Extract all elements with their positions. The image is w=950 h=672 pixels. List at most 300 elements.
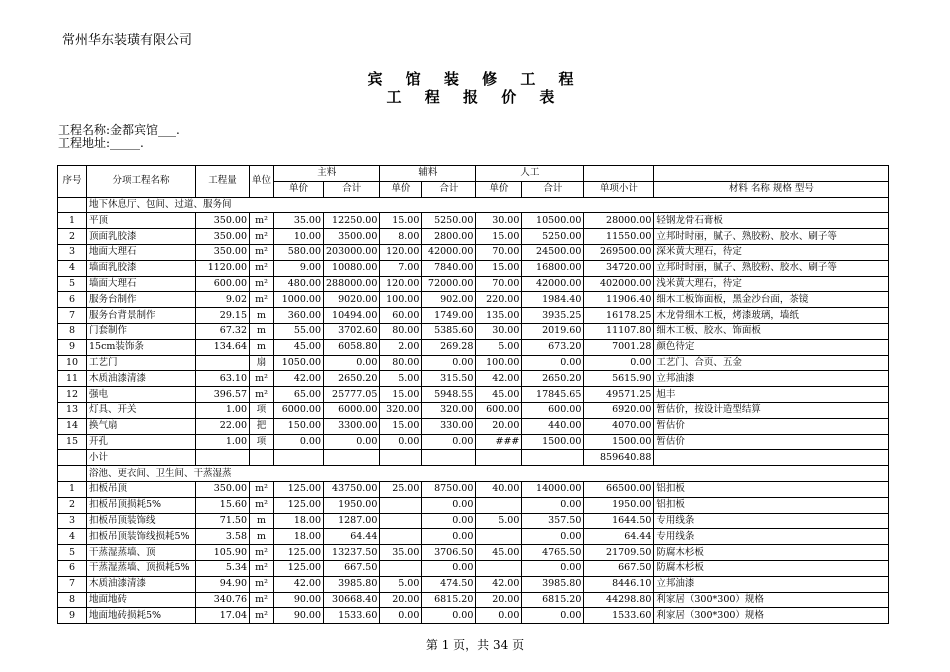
cell-item-name: 干蒸湿蒸墙、顶 <box>87 545 196 561</box>
cell-item-name: 平顶 <box>87 213 196 229</box>
cell-quantity: 1120.00 <box>196 260 250 276</box>
cell-materials: 立邦时时丽，腻子、熟胶粉、胶水、刷子等 <box>654 229 889 245</box>
cell-quantity: 396.57 <box>196 387 250 403</box>
cell-labor-unit-price: 0.00 <box>476 608 522 624</box>
cell-aux-total: 1749.00 <box>422 308 476 324</box>
cell-unit: m² <box>250 545 274 561</box>
cell-materials: 浅米黄大理石，待定 <box>654 276 889 292</box>
cell-main-unit-price: 18.00 <box>274 513 324 529</box>
cell-main-total: 3702.60 <box>324 323 380 339</box>
cell-labor-total: 24500.00 <box>522 244 584 260</box>
cell-materials: 木龙骨细木工板，烤漆玻璃，墙纸 <box>654 308 889 324</box>
cell-aux-total: 0.00 <box>422 560 476 576</box>
cell-labor-total: 3935.25 <box>522 308 584 324</box>
cell-seq: 8 <box>58 323 87 339</box>
cell-aux-total: 5948.55 <box>422 387 476 403</box>
cell-quantity: 3.58 <box>196 529 250 545</box>
cell-item-name: 门套制作 <box>87 323 196 339</box>
cell-main-total: 3300.00 <box>324 418 380 434</box>
table-row <box>58 276 889 292</box>
cell-aux-total: 320.00 <box>422 402 476 418</box>
subtotal-value: 859640.88 <box>584 450 654 466</box>
cell-aux-unit-price: 15.00 <box>380 213 422 229</box>
table-row <box>58 387 889 403</box>
cell-quantity: 15.60 <box>196 497 250 513</box>
cell-unit: 项 <box>250 402 274 418</box>
cell-labor-unit-price: ### <box>476 434 522 450</box>
cell-labor-total: 14000.00 <box>522 481 584 497</box>
cell-unit: 项 <box>250 434 274 450</box>
header-blank <box>654 166 889 182</box>
cell-quantity: 350.00 <box>196 481 250 497</box>
cell-item-name: 扣板吊顶 <box>87 481 196 497</box>
cell-labor-total: 673.20 <box>522 339 584 355</box>
cell-materials: 立邦油漆 <box>654 371 889 387</box>
cell-unit: m² <box>250 576 274 592</box>
cell-aux-total: 3706.50 <box>422 545 476 561</box>
cell-labor-total: 600.00 <box>522 402 584 418</box>
cell-item-subtotal: 6920.00 <box>584 402 654 418</box>
cell-item-name: 地面地砖损耗5% <box>87 608 196 624</box>
cell-aux-unit-price <box>380 560 422 576</box>
cell-aux-unit-price: 0.00 <box>380 608 422 624</box>
cell-seq: 1 <box>58 481 87 497</box>
cell-item-name: 强电 <box>87 387 196 403</box>
subtotal-row <box>58 450 889 466</box>
header-unit: 单位 <box>250 166 274 198</box>
cell-labor-total: 0.00 <box>522 560 584 576</box>
cell-main-total: 30668.40 <box>324 592 380 608</box>
cell-unit: m <box>250 513 274 529</box>
cell-quantity: 17.04 <box>196 608 250 624</box>
cell-aux-unit-price: 25.00 <box>380 481 422 497</box>
cell-aux-unit-price: 320.00 <box>380 402 422 418</box>
cell-materials <box>654 450 889 466</box>
cell-aux-total: 72000.00 <box>422 276 476 292</box>
cell-labor-total: 5250.00 <box>522 229 584 245</box>
cell-main-total: 6058.80 <box>324 339 380 355</box>
cell-item-subtotal: 667.50 <box>584 560 654 576</box>
cell-aux-total: 902.00 <box>422 292 476 308</box>
table-row <box>58 213 889 229</box>
cell-aux-total: 330.00 <box>422 418 476 434</box>
cell-seq: 12 <box>58 387 87 403</box>
cell-labor-unit-price: 70.00 <box>476 244 522 260</box>
cell-main-unit-price: 360.00 <box>274 308 324 324</box>
cell-labor-total: 2019.60 <box>522 323 584 339</box>
cell-main-unit-price: 6000.00 <box>274 402 324 418</box>
cell-quantity: 350.00 <box>196 244 250 260</box>
cell-materials: 立邦油漆 <box>654 576 889 592</box>
cell-main-unit-price: 480.00 <box>274 276 324 292</box>
cell-materials: 暂估价，按设计造型结算 <box>654 402 889 418</box>
cell-item-subtotal: 1644.50 <box>584 513 654 529</box>
cell-item-subtotal: 16178.25 <box>584 308 654 324</box>
cell-unit: m² <box>250 560 274 576</box>
cell-aux-total: 0.00 <box>422 529 476 545</box>
cell-materials: 立邦时时丽，腻子、熟胶粉、胶水、刷子等 <box>654 260 889 276</box>
cell-main-unit-price: 125.00 <box>274 481 324 497</box>
cell-labor-unit-price: 70.00 <box>476 276 522 292</box>
cell-labor-total: 0.00 <box>522 355 584 371</box>
cell-labor-unit-price: 45.00 <box>476 387 522 403</box>
cell-main-total: 1533.60 <box>324 608 380 624</box>
cell-seq: 9 <box>58 608 87 624</box>
cell-item-subtotal: 1500.00 <box>584 434 654 450</box>
cell-labor-total: 0.00 <box>522 497 584 513</box>
cell-seq: 11 <box>58 371 87 387</box>
table-row <box>58 529 889 545</box>
table-row <box>58 608 889 624</box>
cell-main-unit-price: 42.00 <box>274 576 324 592</box>
cell-blank <box>196 450 250 466</box>
table-row <box>58 339 889 355</box>
header-seq: 序号 <box>58 166 87 198</box>
header-item-subtotal: 单项小计 <box>584 181 654 197</box>
cell-seq: 4 <box>58 529 87 545</box>
cell-item-name: 15cm装饰条 <box>87 339 196 355</box>
header-labor: 人工 <box>476 166 584 182</box>
cell-labor-total: 2650.20 <box>522 371 584 387</box>
cell-materials: 暂估价 <box>654 434 889 450</box>
cell-item-name: 墙面大理石 <box>87 276 196 292</box>
cell-blank <box>380 450 422 466</box>
cell-labor-total: 0.00 <box>522 529 584 545</box>
project-address-value: _____. <box>110 136 144 150</box>
cell-item-subtotal: 66500.00 <box>584 481 654 497</box>
cell-aux-total: 269.28 <box>422 339 476 355</box>
cell-aux-total: 6815.20 <box>422 592 476 608</box>
cell-seq: 1 <box>58 213 87 229</box>
cell-quantity: 350.00 <box>196 213 250 229</box>
cell-labor-unit-price: 45.00 <box>476 545 522 561</box>
cell-quantity: 29.15 <box>196 308 250 324</box>
cell-blank <box>274 450 324 466</box>
table-row <box>58 308 889 324</box>
cell-labor-total: 0.00 <box>522 608 584 624</box>
cell-materials: 工艺门、合页、五金 <box>654 355 889 371</box>
cell-aux-total: 7840.00 <box>422 260 476 276</box>
table-row <box>58 576 889 592</box>
cell-blank <box>422 450 476 466</box>
project-address-label: 工程地址: <box>58 136 111 150</box>
cell-materials: 细木工板饰面板，黑金沙台面，茶镜 <box>654 292 889 308</box>
cell-quantity: 94.90 <box>196 576 250 592</box>
cell-main-unit-price: 35.00 <box>274 213 324 229</box>
cell-item-subtotal: 269500.00 <box>584 244 654 260</box>
cell-main-total: 13237.50 <box>324 545 380 561</box>
cell-aux-total: 5385.60 <box>422 323 476 339</box>
cell-seq: 8 <box>58 592 87 608</box>
cell-quantity: 9.02 <box>196 292 250 308</box>
cell-aux-unit-price: 15.00 <box>380 418 422 434</box>
cell-main-total: 3985.80 <box>324 576 380 592</box>
cell-quantity <box>196 355 250 371</box>
cell-item-name: 服务台背景制作 <box>87 308 196 324</box>
cell-unit: m² <box>250 276 274 292</box>
cell-aux-unit-price: 8.00 <box>380 229 422 245</box>
cell-item-name: 墙面乳胶漆 <box>87 260 196 276</box>
table-row <box>58 497 889 513</box>
cell-item-subtotal: 34720.00 <box>584 260 654 276</box>
cell-main-total: 25777.05 <box>324 387 380 403</box>
section-row <box>58 197 889 213</box>
cell-labor-unit-price: 5.00 <box>476 513 522 529</box>
company-name: 常州华东装璜有限公司 <box>62 33 193 48</box>
cell-main-total: 667.50 <box>324 560 380 576</box>
cell-seq: 10 <box>58 355 87 371</box>
cell-labor-unit-price: 15.00 <box>476 229 522 245</box>
table-row <box>58 434 889 450</box>
page-indicator: 第 1 页，共 34 页 <box>425 638 525 652</box>
cell-unit: m <box>250 339 274 355</box>
cell-unit: m² <box>250 229 274 245</box>
cell-seq: 5 <box>58 276 87 292</box>
cell-unit: m² <box>250 608 274 624</box>
cell-labor-unit-price: 20.00 <box>476 592 522 608</box>
cell-main-unit-price: 125.00 <box>274 545 324 561</box>
cell-quantity: 22.00 <box>196 418 250 434</box>
cell-item-name: 服务台制作 <box>87 292 196 308</box>
cell-labor-unit-price: 42.00 <box>476 371 522 387</box>
cell-aux-unit-price: 20.00 <box>380 592 422 608</box>
cell-main-unit-price: 9.00 <box>274 260 324 276</box>
cell-main-unit-price: 65.00 <box>274 387 324 403</box>
subtotal-label: 小计 <box>87 450 196 466</box>
cell-item-subtotal: 402000.00 <box>584 276 654 292</box>
table-row <box>58 229 889 245</box>
header-main-unit-price: 单价 <box>274 181 324 197</box>
cell-item-name: 扣板吊顶装饰线损耗5% <box>87 529 196 545</box>
cell-seq: 3 <box>58 513 87 529</box>
cell-item-name: 地面地砖 <box>87 592 196 608</box>
project-address-line <box>58 134 144 151</box>
cell-unit: m² <box>250 592 274 608</box>
cell-main-unit-price: 10.00 <box>274 229 324 245</box>
cell-quantity: 600.00 <box>196 276 250 292</box>
cell-main-total: 2650.20 <box>324 371 380 387</box>
cell-materials: 铝扣板 <box>654 497 889 513</box>
cell-labor-total: 4765.50 <box>522 545 584 561</box>
cell-aux-total: 8750.00 <box>422 481 476 497</box>
cell-main-unit-price: 18.00 <box>274 529 324 545</box>
cell-seq: 4 <box>58 260 87 276</box>
cell-main-total: 203000.00 <box>324 244 380 260</box>
cell-item-subtotal: 1533.60 <box>584 608 654 624</box>
cell-aux-total: 315.50 <box>422 371 476 387</box>
cell-aux-total: 42000.00 <box>422 244 476 260</box>
cell-aux-total: 0.00 <box>422 355 476 371</box>
cell-labor-unit-price: 20.00 <box>476 418 522 434</box>
cell-aux-unit-price: 35.00 <box>380 545 422 561</box>
cell-unit: m² <box>250 260 274 276</box>
cell-main-unit-price: 125.00 <box>274 497 324 513</box>
cell-item-name: 地面大理石 <box>87 244 196 260</box>
cell-item-name: 开孔 <box>87 434 196 450</box>
cell-labor-total: 3985.80 <box>522 576 584 592</box>
cell-materials: 颜色待定 <box>654 339 889 355</box>
cell-item-name: 顶面乳胶漆 <box>87 229 196 245</box>
table-header <box>58 166 889 198</box>
cell-item-subtotal: 11906.40 <box>584 292 654 308</box>
cell-main-total: 64.44 <box>324 529 380 545</box>
cell-aux-unit-price: 120.00 <box>380 244 422 260</box>
cell-item-subtotal: 4070.00 <box>584 418 654 434</box>
cell-seq <box>58 197 87 213</box>
cell-labor-unit-price: 5.00 <box>476 339 522 355</box>
cell-labor-total: 1500.00 <box>522 434 584 450</box>
table-row <box>58 513 889 529</box>
cell-unit: m² <box>250 292 274 308</box>
cell-aux-unit-price: 2.00 <box>380 339 422 355</box>
section-label: 地下休息厅、包间、过道、服务间 <box>87 197 889 213</box>
cell-main-unit-price: 55.00 <box>274 323 324 339</box>
header-main-total: 合计 <box>324 181 380 197</box>
cell-aux-unit-price <box>380 513 422 529</box>
project-name-label: 工程名称: <box>58 123 111 137</box>
cell-item-name: 干蒸湿蒸墙、顶损耗5% <box>87 560 196 576</box>
cell-item-subtotal: 28000.00 <box>584 213 654 229</box>
table-row <box>58 260 889 276</box>
cell-unit: m² <box>250 213 274 229</box>
table-row <box>58 481 889 497</box>
cell-materials: 利家居（300*300）规格 <box>654 608 889 624</box>
cell-blank <box>522 450 584 466</box>
cell-seq: 5 <box>58 545 87 561</box>
cell-item-subtotal: 5615.90 <box>584 371 654 387</box>
cell-main-total: 10494.00 <box>324 308 380 324</box>
cell-unit: m <box>250 308 274 324</box>
cell-aux-total: 0.00 <box>422 513 476 529</box>
document-subtitle: 工 程 报 价 表 <box>386 88 564 106</box>
cell-quantity: 1.00 <box>196 434 250 450</box>
project-name-value: 金都宾馆___. <box>110 123 180 137</box>
cell-main-unit-price: 150.00 <box>274 418 324 434</box>
cell-seq: 7 <box>58 308 87 324</box>
cell-labor-unit-price <box>476 560 522 576</box>
cell-main-total: 3500.00 <box>324 229 380 245</box>
cell-item-subtotal: 44298.80 <box>584 592 654 608</box>
cell-seq: 2 <box>58 229 87 245</box>
section-row <box>58 466 889 482</box>
cell-item-subtotal: 1950.00 <box>584 497 654 513</box>
cell-main-total: 10080.00 <box>324 260 380 276</box>
cell-quantity: 71.50 <box>196 513 250 529</box>
cell-main-total: 9020.00 <box>324 292 380 308</box>
cell-materials: 防腐木杉板 <box>654 560 889 576</box>
cell-main-unit-price: 90.00 <box>274 592 324 608</box>
cell-aux-unit-price: 60.00 <box>380 308 422 324</box>
cell-item-subtotal: 0.00 <box>584 355 654 371</box>
table-row <box>58 292 889 308</box>
cell-item-subtotal: 11550.00 <box>584 229 654 245</box>
cell-aux-unit-price: 120.00 <box>380 276 422 292</box>
cell-main-total: 0.00 <box>324 355 380 371</box>
cell-aux-total: 0.00 <box>422 434 476 450</box>
cell-blank <box>324 450 380 466</box>
cell-item-subtotal: 7001.28 <box>584 339 654 355</box>
cell-item-name: 扣板吊顶装饰线 <box>87 513 196 529</box>
cell-materials: 细木工板、胶水、饰面板 <box>654 323 889 339</box>
cell-quantity: 67.32 <box>196 323 250 339</box>
cell-labor-total: 6815.20 <box>522 592 584 608</box>
table-row <box>58 402 889 418</box>
cell-labor-unit-price: 135.00 <box>476 308 522 324</box>
cell-labor-total: 42000.00 <box>522 276 584 292</box>
cell-seq <box>58 450 87 466</box>
cell-materials: 暂估价 <box>654 418 889 434</box>
cell-aux-unit-price: 0.00 <box>380 434 422 450</box>
cell-materials: 专用线条 <box>654 513 889 529</box>
cell-unit: m² <box>250 497 274 513</box>
cell-materials: 铝扣板 <box>654 481 889 497</box>
cell-quantity: 350.00 <box>196 229 250 245</box>
cell-materials: 旭丰 <box>654 387 889 403</box>
cell-labor-unit-price: 220.00 <box>476 292 522 308</box>
cell-seq: 7 <box>58 576 87 592</box>
header-labor-unit-price: 单价 <box>476 181 522 197</box>
cell-aux-unit-price: 100.00 <box>380 292 422 308</box>
cell-labor-total: 1984.40 <box>522 292 584 308</box>
table-body <box>58 197 889 624</box>
cell-aux-unit-price: 5.00 <box>380 371 422 387</box>
header-materials: 材料 名称 规格 型号 <box>654 181 889 197</box>
cell-main-unit-price: 1050.00 <box>274 355 324 371</box>
table-row <box>58 323 889 339</box>
header-item-name: 分项工程名称 <box>87 166 196 198</box>
cell-aux-total: 474.50 <box>422 576 476 592</box>
cell-labor-unit-price: 30.00 <box>476 213 522 229</box>
header-aux-unit-price: 单价 <box>380 181 422 197</box>
cell-materials: 利家居（300*300）规格 <box>654 592 889 608</box>
cell-aux-unit-price <box>380 529 422 545</box>
cell-materials: 专用线条 <box>654 529 889 545</box>
cell-aux-unit-price: 80.00 <box>380 355 422 371</box>
cell-seq: 15 <box>58 434 87 450</box>
cell-aux-total: 2800.00 <box>422 229 476 245</box>
cell-unit: m² <box>250 387 274 403</box>
header-aux-material: 辅料 <box>380 166 476 182</box>
section-label: 浴池、更衣间、卫生间、干蒸湿蒸 <box>87 466 889 482</box>
cell-quantity: 340.76 <box>196 592 250 608</box>
cell-item-name: 换气扇 <box>87 418 196 434</box>
cell-aux-unit-price: 15.00 <box>380 387 422 403</box>
cell-item-name: 工艺门 <box>87 355 196 371</box>
cell-unit: m² <box>250 481 274 497</box>
cell-seq: 6 <box>58 560 87 576</box>
cell-unit: 把 <box>250 418 274 434</box>
cell-aux-unit-price: 5.00 <box>380 576 422 592</box>
cell-main-total: 12250.00 <box>324 213 380 229</box>
quotation-table <box>57 165 889 624</box>
cell-item-subtotal: 8446.10 <box>584 576 654 592</box>
cell-main-unit-price: 0.00 <box>274 434 324 450</box>
cell-seq: 14 <box>58 418 87 434</box>
cell-materials: 深米黄大理石，待定 <box>654 244 889 260</box>
cell-labor-total: 17845.65 <box>522 387 584 403</box>
cell-main-unit-price: 1000.00 <box>274 292 324 308</box>
cell-item-name: 木质油漆清漆 <box>87 576 196 592</box>
cell-quantity: 63.10 <box>196 371 250 387</box>
cell-blank <box>476 450 522 466</box>
header-aux-total: 合计 <box>422 181 476 197</box>
document-title: 宾 馆 装 修 工 程 <box>367 70 583 88</box>
cell-aux-total: 0.00 <box>422 497 476 513</box>
cell-unit: m² <box>250 244 274 260</box>
cell-seq: 2 <box>58 497 87 513</box>
cell-aux-unit-price <box>380 497 422 513</box>
table-row <box>58 371 889 387</box>
